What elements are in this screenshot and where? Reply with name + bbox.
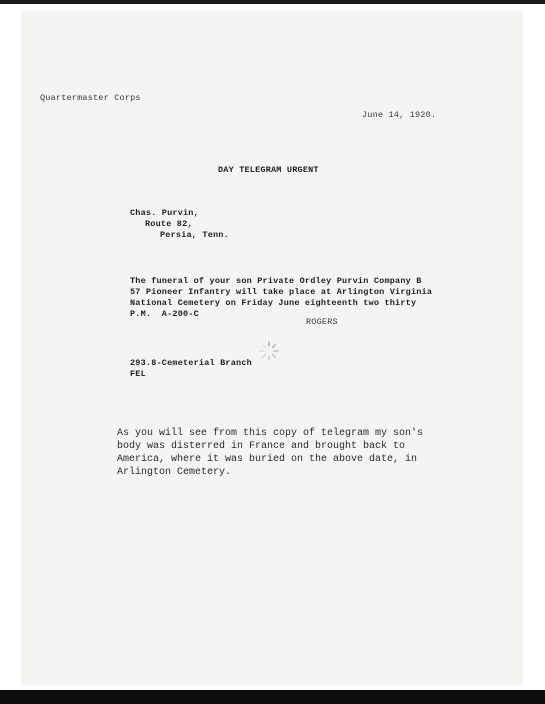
addressee-route: Route 82, <box>145 219 193 229</box>
message-line: P.M. A-200-C <box>130 309 199 319</box>
loading-spinner-icon <box>258 340 280 362</box>
letterhead-office: Quartermaster Corps <box>40 93 141 103</box>
file-ref-line1: 293.8-Cemeterial Branch <box>130 358 252 368</box>
telegram-type: DAY TELEGRAM URGENT <box>218 165 319 175</box>
addressee-city: Persia, Tenn. <box>160 230 229 240</box>
message-line: The funeral of your son Private Ordley Purvin Company B <box>130 276 422 286</box>
message-line: National Cemetery on Friday June eighteenth two thirty <box>130 298 417 308</box>
message-line: 57 Pioneer Infantry will take place at Arlington Virginia <box>130 287 433 297</box>
signature: ROGERS <box>306 317 338 327</box>
note-line: America, where it was buried on the above date, in <box>117 454 418 465</box>
note-line: As you will see from this copy of telegram my son's <box>117 428 424 439</box>
document-date: June 14, 1920. <box>362 110 437 120</box>
addressee-name: Chas. Purvin, <box>130 208 199 218</box>
scan-bottom-edge <box>0 690 545 704</box>
note-line: Arlington Cemetery. <box>117 467 232 478</box>
scan-top-edge <box>0 0 545 4</box>
file-ref-line2: FEL <box>130 369 146 379</box>
note-line: body was disterred in France and brought back to <box>117 441 406 452</box>
